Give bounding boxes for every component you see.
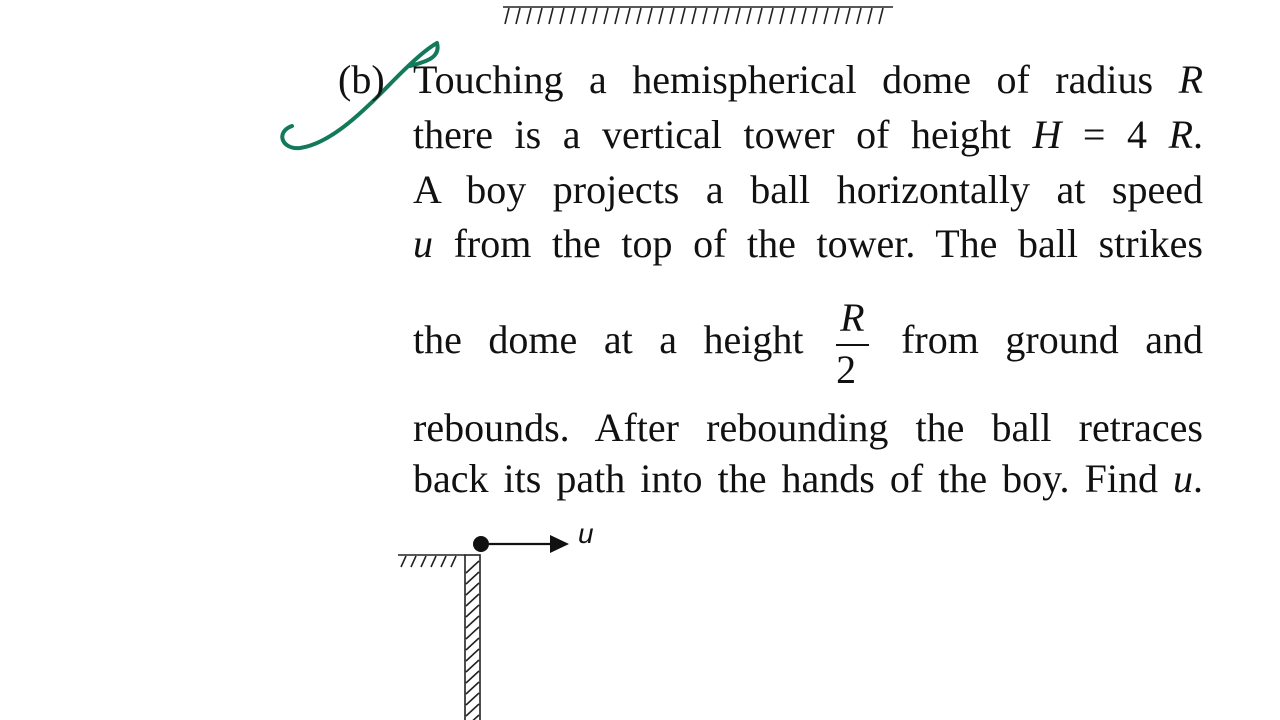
hatch-mark: [714, 8, 718, 24]
previous-figure-ground: [503, 7, 893, 24]
hatch-mark: [813, 8, 817, 24]
hatch-mark: [868, 8, 872, 24]
problem-line-6: rebounds. After rebounding the ball retraces: [413, 405, 1203, 450]
velocity-label: u: [578, 518, 594, 549]
problem-line-3: A boy projects a ball horizontally at speed: [413, 167, 1203, 212]
hatch-mark: [516, 8, 520, 24]
hatch-mark: [879, 8, 883, 24]
hatch-mark: [670, 8, 674, 24]
hatch-mark: [441, 556, 446, 567]
hatch-mark: [538, 8, 542, 24]
hatch-mark: [747, 8, 751, 24]
hatch-mark: [703, 8, 707, 24]
hatch-mark: [835, 8, 839, 24]
hatch-mark: [681, 8, 685, 24]
hatch-mark: [692, 8, 696, 24]
hatch-mark: [725, 8, 729, 24]
hatch-mark: [802, 8, 806, 24]
hatch-mark: [846, 8, 850, 24]
hatch-mark: [549, 8, 553, 24]
problem-line-5: the dome at a height $\frac{R}{2}$ from ground and: [413, 294, 1204, 392]
arrow-head-icon: [550, 535, 569, 553]
problem-line-4: u from the top of the tower. The ball strikes: [413, 221, 1203, 266]
hatch-mark: [758, 8, 762, 24]
hatch-mark: [648, 8, 652, 24]
problem-line-2: there is a vertical tower of height H = 4 R.: [413, 112, 1204, 157]
hatch-mark: [401, 556, 406, 567]
tower-figure: [398, 555, 480, 720]
hatch-mark: [659, 8, 663, 24]
hatch-mark: [736, 8, 740, 24]
fraction-r-over-2: $\frac{R}{2}$: [836, 298, 868, 390]
hatch-mark: [411, 556, 416, 567]
part-label: (b): [338, 57, 385, 102]
hatch-mark: [421, 556, 426, 567]
problem-line-7: back its path into the hands of the boy. Find u.: [413, 456, 1203, 501]
hatch-mark: [615, 8, 619, 24]
hatch-mark: [527, 8, 531, 24]
hatch-mark: [637, 8, 641, 24]
problem-line-1: Touching a hemispherical dome of radius R: [413, 57, 1203, 102]
hatch-mark: [626, 8, 630, 24]
hatch-mark: [824, 8, 828, 24]
hatch-mark: [560, 8, 564, 24]
hatch-mark: [769, 8, 773, 24]
hatch-mark: [451, 556, 456, 567]
hatch-mark: [571, 8, 575, 24]
hatch-mark: [431, 556, 436, 567]
hatch-mark: [791, 8, 795, 24]
hatch-mark: [857, 8, 861, 24]
hatch-mark: [505, 8, 509, 24]
hatch-mark: [582, 8, 586, 24]
hatch-mark: [593, 8, 597, 24]
hatch-mark: [604, 8, 608, 24]
ball: [473, 536, 489, 552]
hatch-mark: [780, 8, 784, 24]
